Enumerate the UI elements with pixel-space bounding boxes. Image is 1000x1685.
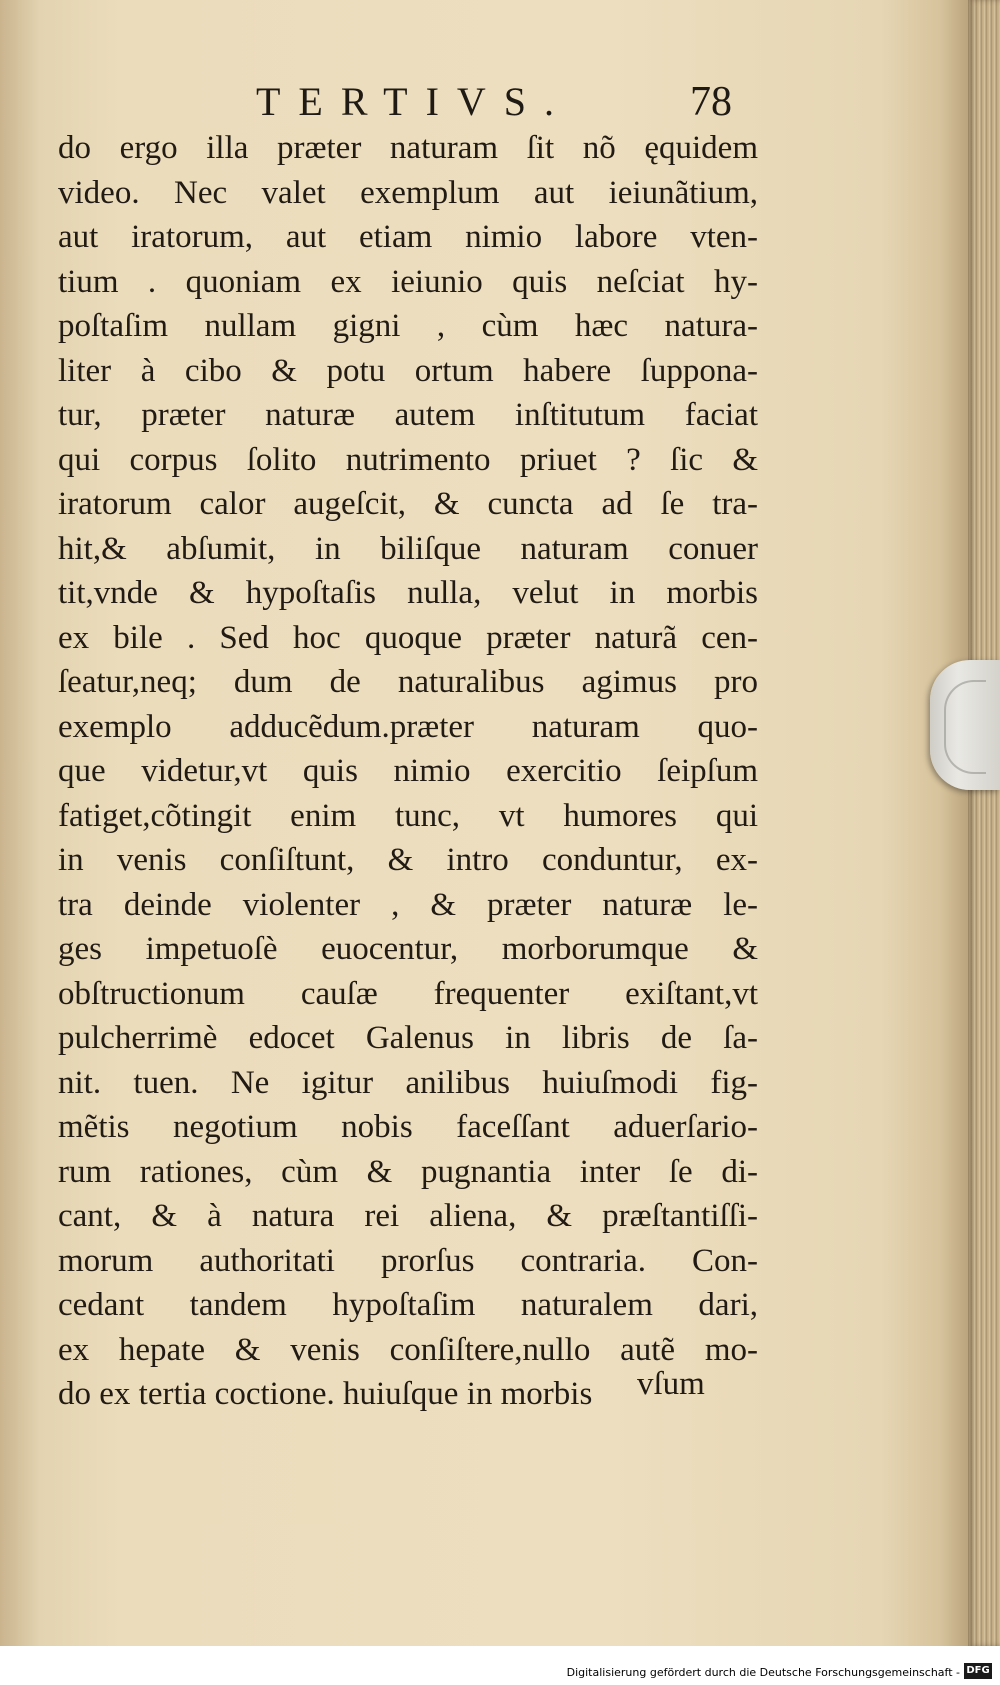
text-line: qui corpus ſolito nutrimento priuet ? ſic &: [58, 441, 758, 478]
text-line: cant, & à natura rei aliena, & præſtantiſſi-: [58, 1198, 758, 1234]
text-line: aut iratorum, aut etiam nimio labore vten-: [58, 219, 758, 255]
text-line: ex bile . Sed hoc quoque præter naturã cen-: [58, 619, 758, 656]
text-line: mẽtis negotium nobis faceſſant aduerſario-: [58, 1109, 758, 1145]
text-line: exemplo adducẽdum.præter naturam quo-: [58, 708, 758, 745]
page-clip: [930, 660, 1000, 790]
page-edges: [968, 0, 1000, 1646]
text-line: tit,vnde & hypoſtaſis nulla, velut in morbis: [58, 575, 758, 611]
text-line: ſeatur,neq; dum de naturalibus agimus pro: [58, 664, 758, 700]
text-line: fatiget,cõtingit enim tunc, vt humores qui: [58, 797, 758, 834]
text-line: que videtur,vt quis nimio exercitio ſeipſum: [58, 753, 758, 789]
text-line: morum authoritati prorſus contraria. Con-: [58, 1242, 758, 1279]
text-line: do ex tertia coctione. huiuſque in morbis: [58, 1376, 593, 1412]
text-line: ges impetuoſè euocentur, morborumque &: [58, 931, 758, 967]
text-line: tra deinde violenter , & præter naturæ le-: [58, 886, 758, 923]
digitization-credit: Digitalisierung gefördert durch die Deutsche Forschungsgemeinschaft -: [566, 1666, 960, 1679]
text-line: obſtructionum cauſæ frequenter exiſtant,vt: [58, 975, 758, 1012]
page-number: 78: [690, 79, 732, 125]
text-line: iratorum calor augeſcit, & cuncta ad ſe tra-: [58, 486, 758, 522]
clip-loop: [944, 680, 986, 774]
text-line: do ergo illa præter naturam ſit nõ ęquidem: [58, 130, 758, 166]
text-line: cedant tandem hypoſtaſim naturalem dari,: [58, 1287, 758, 1323]
text-line: ex hepate & venis conſiſtere,nullo autẽ mo-: [58, 1331, 758, 1368]
text-line: tur, præter naturæ autem inſtitutum faciat: [58, 397, 758, 433]
body-text: [58, 126, 758, 1417]
text-line: pulcherrimè edocet Galenus in libris de ſa-: [58, 1020, 758, 1056]
text-line: tium . quoniam ex ieiunio quis neſciat hy-: [58, 263, 758, 300]
text-line: poſtaſim nullam gigni , cùm hæc natura-: [58, 308, 758, 344]
running-head: TERTIVS.: [256, 79, 573, 124]
text-line: video. Nec valet exemplum aut ieiunãtium,: [58, 174, 758, 211]
text-line: nit. tuen. Ne igitur anilibus huiuſmodi fig-: [58, 1064, 758, 1101]
text-line: liter à cibo & potu ortum habere ſuppona-: [58, 352, 758, 389]
catchword: vſum: [637, 1366, 705, 1402]
text-line: hit,& abſumit, in biliſque naturam conuer: [58, 530, 758, 567]
text-line: rum rationes, cùm & pugnantia inter ſe di-: [58, 1153, 758, 1190]
dfg-logo: DFG: [964, 1663, 992, 1679]
text-line: in venis conſiſtunt, & intro conduntur, ex-: [58, 842, 758, 878]
